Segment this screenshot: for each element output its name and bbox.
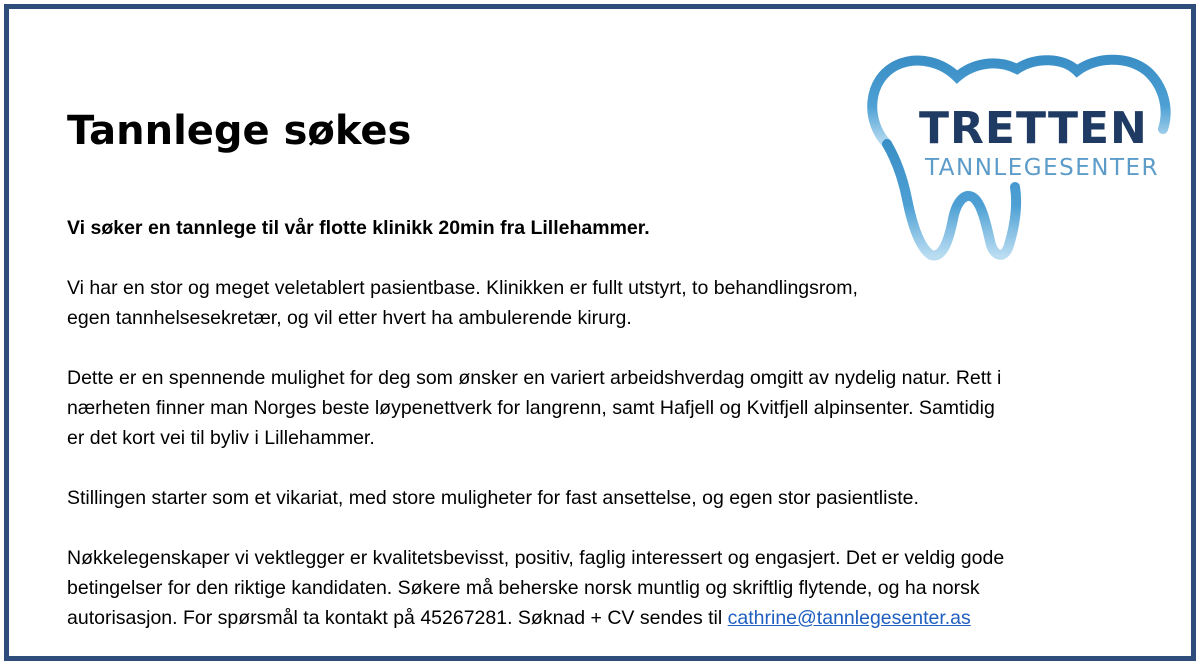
- text-line: Nøkkelegenskaper vi vektlegger er kvalitetsbevisst, positiv, faglig interessert og engasjert. Det er veldig gode: [67, 547, 1005, 569]
- logo-word-tannlegesenter: TANNLEGESENTER: [925, 155, 1160, 181]
- text-line: Dette er en spennende mulighet for deg som ønsker en variert arbeidshverdag omgitt av nydelig natur. Rett i: [67, 367, 1002, 389]
- text-line: betingelser for den riktige kandidaten. Søkere må beherske norsk muntlig og skriftlig flytende, og ha norsk: [67, 577, 980, 599]
- text-line: Vi har en stor og meget veletablert pasientbase. Klinikken er fullt utstyrt, to behandlingsrom,: [67, 277, 858, 299]
- paragraph-position: [67, 483, 1152, 513]
- ad-frame: [4, 4, 1196, 661]
- ad-body: [67, 213, 1152, 663]
- text-line: egen tannhelsesekretær, og vil etter hvert ha ambulerende kirurg.: [67, 307, 632, 329]
- text-line: Stillingen starter som et vikariat, med store muligheter for fast ansettelse, og egen stor pasientliste.: [67, 487, 919, 509]
- email-link[interactable]: cathrine@tannlegesenter.as: [727, 607, 971, 629]
- paragraph-requirements: [67, 543, 1152, 633]
- text-line: er det kort vei til byliv i Lillehammer.: [67, 427, 375, 449]
- lead-paragraph: Vi søker en tannlege til vår flotte klinikk 20min fra Lillehammer.: [67, 217, 650, 239]
- text-line-contact: [67, 603, 1152, 633]
- text-line: nærheten finner man Norges beste løypenettverk for langrenn, samt Hafjell og Kvitfjell alpinsenter. Samtidig: [67, 397, 995, 419]
- logo-word-tretten: TRETTEN: [919, 103, 1148, 154]
- paragraph-clinic: [67, 273, 1152, 333]
- contact-text: autorisasjon. For spørsmål ta kontakt på 45267281. Søknad + CV sendes til: [67, 607, 728, 629]
- ad-title: Tannlege søkes: [67, 108, 412, 154]
- paragraph-location: [67, 363, 1152, 453]
